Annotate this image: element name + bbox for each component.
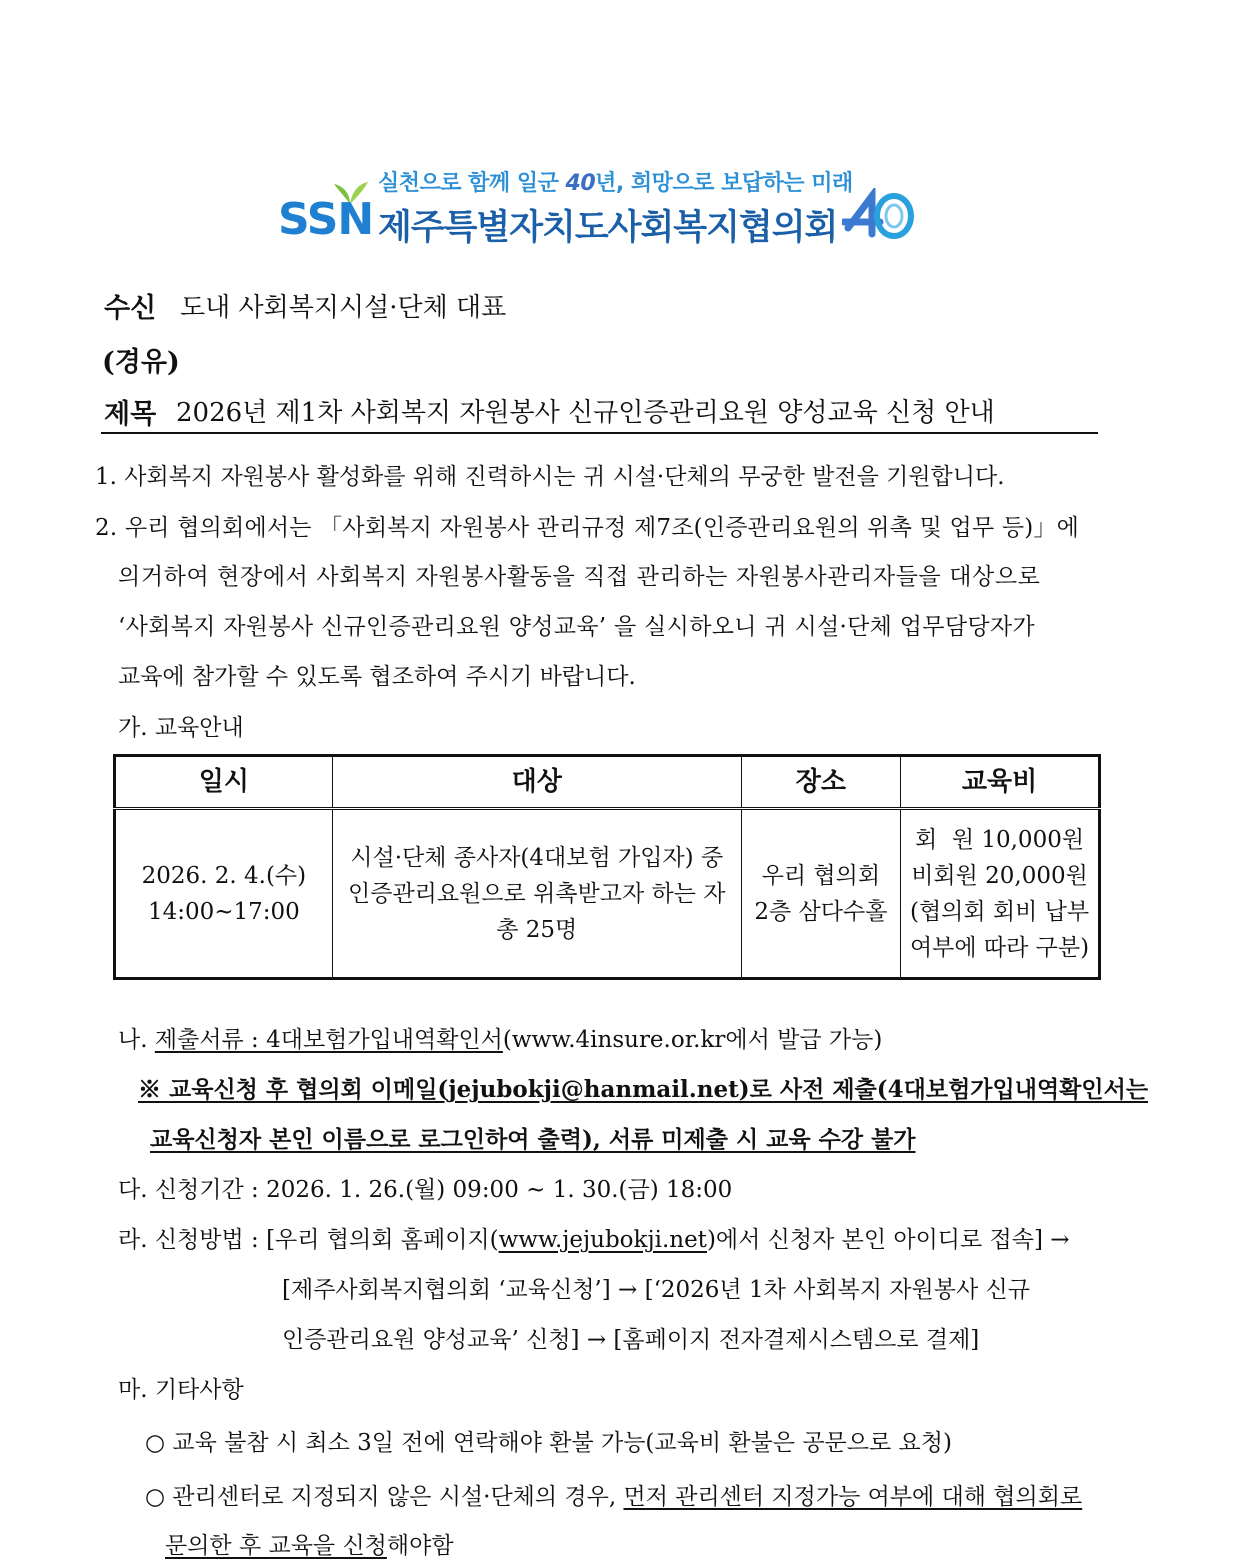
paragraph-2-line-1: 2. 우리 협의회에서는 「사회복지 자원봉사 관리규정 제7조(인증관리요원의 위촉 및 업무 등)」에 [95, 515, 1080, 541]
cell-fee [901, 809, 1100, 979]
submission-note-line-1: ※ 교육신청 후 협의회 이메일(jejubokji@hanmail.net)로 사전 제출(4대보험가입내역확인서는 [138, 1076, 1149, 1103]
section-ra-method-line-1 [118, 1221, 1070, 1254]
other-item-center-line-2 [165, 1527, 454, 1560]
header-divider [101, 432, 1098, 434]
table-header-fee: 교육비 [901, 756, 1100, 809]
required-documents-source: (www.4insure.or.kr에서 발급 가능) [502, 1027, 883, 1053]
anniversary-40-logo-icon [842, 188, 916, 244]
method-text-b: )에서 신청자 본인 아이디로 접속] → [706, 1227, 1070, 1253]
cell-target-line-3: 총 25명 [496, 916, 578, 943]
cell-place [741, 809, 900, 979]
table-header-place: 장소 [741, 756, 900, 809]
other-item-refund: ○ 교육 불참 시 최소 3일 전에 연락해야 환불 가능(교육비 환불은 공문으로 요청) [145, 1430, 952, 1456]
section-ra-method-line-2: [제주사회복지협의회 ‘교육신청’] → [‘2026년 1차 사회복지 자원봉사 신규 [282, 1277, 1030, 1303]
other-item-center-line-1 [145, 1478, 1082, 1511]
subject-label: 제목 [104, 399, 157, 430]
table-header-date: 일시 [115, 756, 333, 809]
section-na-prefix: 나. [118, 1027, 155, 1053]
slogan-forty: 40 [565, 171, 596, 196]
paragraph-1: 1. 사회복지 자원봉사 활성화를 위해 진력하시는 귀 시설·단체의 무궁한 발전을 기원합니다. [95, 464, 1005, 490]
paragraph-2-line-2: 의거하여 현장에서 사회복지 자원봉사활동을 직접 관리하는 자원봉사관리자들을 대상으로 [118, 564, 1041, 590]
section-ra-method-line-3: 인증관리요원 양성교육’ 신청] → [홈페이지 전자결제시스템으로 결제] [282, 1327, 980, 1353]
brand-ssn: SSN [278, 194, 374, 245]
submission-note-line-2: 교육신청자 본인 이름으로 로그인하여 출력), 서류 미제출 시 교육 수강 불가 [150, 1126, 916, 1153]
paragraph-2-line-3: ‘사회복지 자원봉사 신규인증관리요원 양성교육’ 을 실시하오니 귀 시설·단체 업무담당자가 [118, 614, 1035, 640]
recipient-label: 수신 [104, 293, 157, 324]
slogan-part-b: 년, 희망으로 보답하는 미래 [595, 171, 853, 196]
cell-target-line-1: 시설·단체 종사자(4대보험 가입자) 중 [350, 844, 724, 871]
recipient-value: 도내 사회복지시설·단체 대표 [180, 293, 507, 323]
cell-target-line-2: 인증관리요원으로 위촉받고자 하는 자 [348, 880, 726, 907]
education-table [113, 754, 1101, 980]
cell-place-line-1: 우리 협의회 [761, 862, 881, 889]
section-ga: 가. 교육안내 [118, 715, 244, 741]
required-documents: 제출서류 : 4대보험가입내역확인서 [154, 1027, 503, 1053]
slogan-part-a: 실천으로 함께 일군 [378, 171, 559, 196]
section-da-period: 다. 신청기간 : 2026. 1. 26.(월) 09:00 ~ 1. 30.(금) 18:00 [118, 1177, 733, 1203]
via-label: (경유) [102, 347, 180, 378]
slogan [378, 166, 853, 197]
homepage-link[interactable]: www.jejubokji.net [498, 1227, 707, 1253]
other-item-center-text: ○ 관리센터로 지정되지 않은 시설·단체의 경우, [145, 1484, 624, 1510]
other-item-center-underlined-2: 문의한 후 교육을 신청 [165, 1533, 387, 1559]
cell-target [332, 809, 741, 979]
cell-fee-member: 회 원 10,000원 [914, 826, 1085, 853]
other-item-center-rest: 해야함 [386, 1533, 454, 1559]
section-na [118, 1021, 882, 1054]
subject-value: 2026년 제1차 사회복지 자원봉사 신규인증관리요원 양성교육 신청 안내 [176, 398, 995, 428]
cell-date [115, 809, 333, 979]
cell-fee-note-2: 여부에 따라 구분) [909, 934, 1090, 961]
cell-fee-note-1: (협의회 회비 납부 [909, 898, 1090, 925]
paragraph-2-line-4: 교육에 참가할 수 있도록 협조하여 주시기 바랍니다. [118, 664, 636, 690]
table-header-target: 대상 [332, 756, 741, 809]
method-text-a: 라. 신청방법 : [우리 협의회 홈페이지( [118, 1227, 499, 1253]
section-ma: 마. 기타사항 [118, 1377, 244, 1403]
cell-date-day: 2026. 2. 4.(수) [141, 862, 307, 889]
table-row [115, 809, 1100, 979]
table-header-row [115, 756, 1100, 809]
cell-fee-nonmember: 비회원 20,000원 [911, 862, 1088, 889]
other-item-center-underlined: 먼저 관리센터 지정가능 여부에 대해 협의회로 [623, 1484, 1083, 1510]
cell-date-time: 14:00~17:00 [147, 898, 300, 925]
cell-place-line-2: 2층 삼다수홀 [754, 898, 888, 925]
org-name: 제주특별자치도사회복지협의회 [378, 208, 838, 248]
